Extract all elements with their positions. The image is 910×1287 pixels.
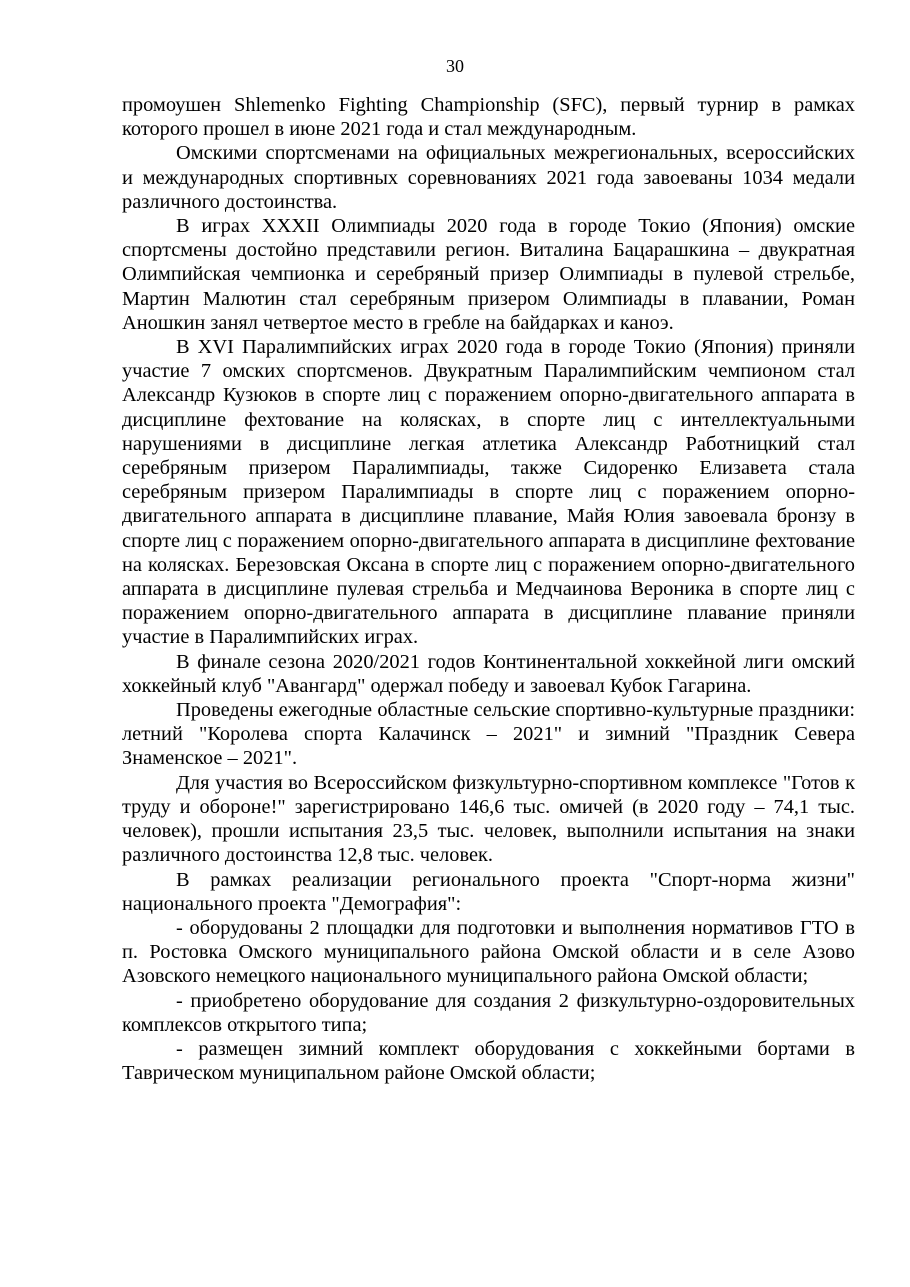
paragraph-medals: Омскими спортсменами на официальных межрегиональных, всероссийских и международных спортивных соревнованиях 2021 года завоеваны 1034 медали различного достоинства. bbox=[122, 142, 855, 213]
list-item-gto-grounds: - оборудованы 2 площадки для подготовки и выполнения нормативов ГТО в п. Ростовка Омского муниципального района Омской области и в селе Азово Азовского немецкого национального муниципального района Омской области; bbox=[122, 916, 855, 988]
list-item-fitness-complexes: - приобретено оборудование для создания 2 физкультурно-оздоровительных комплексов открытого типа; bbox=[122, 989, 855, 1036]
paragraph-regional-project: В рамках реализации регионального проекта "Спорт-норма жизни" национального проекта "Демография": bbox=[122, 868, 855, 915]
body-text bbox=[122, 93, 855, 1085]
paragraph-gto: Для участия во Всероссийском физкультурно-спортивном комплексе "Готов к труду и обороне!" зарегистрировано 146,6 тыс. омичей (в 2020 году – 74,1 тыс. человек), прошли испытания 23,5 тыс. человек, выполнили испытания на знаки различного достоинства 12,8 тыс. человек. bbox=[122, 771, 855, 867]
paragraph-olympics: В играх XXXII Олимпиады 2020 года в городе Токио (Япония) омские спортсмены достойно представили регион. Виталина Бацарашкина – двукратная Олимпийская чемпионка и серебряный призер Олимпиады в пулевой стрельбе, Мартин Малютин стал серебряным призером Олимпиады в плавании, Роман Аношкин занял четвертое место в гребле на байдарках и каноэ. bbox=[122, 215, 855, 334]
paragraph-sfc-continuation: промоушен Shlemenko Fighting Championship (SFC), первый турнир в рамках которого прошел в июне 2021 года и стал международным. bbox=[122, 94, 855, 141]
paragraph-rural-festivals: Проведены ежегодные областные сельские спортивно-культурные праздники: летний "Королева спорта Калачинск – 2021" и зимний "Праздник Севера Знаменское – 2021". bbox=[122, 699, 855, 770]
list-item-hockey-kit: - размещен зимний комплект оборудования с хоккейными бортами в Таврическом муниципальном районе Омской области; bbox=[122, 1037, 855, 1085]
paragraph-khl-final: В финале сезона 2020/2021 годов Континентальной хоккейной лиги омский хоккейный клуб "Авангард" одержал победу и завоевал Кубок Гагарина. bbox=[122, 650, 855, 697]
page-number: 30 bbox=[446, 56, 464, 76]
paragraph-paralympics: В XVI Паралимпийских играх 2020 года в городе Токио (Япония) приняли участие 7 омских спортсменов. Двукратным Паралимпийским чемпионом стал Александр Кузюков в спорте лиц с поражением опорно-двигательного аппарата в дисциплине фехтование на колясках, в спорте лиц с интеллектуальными нарушениями в дисциплине легкая атлетика Александр Работницкий стал серебряным призером Паралимпиады, также Сидоренко Елизавета стала серебряным призером Паралимпиады в спорте лиц с поражением опорно-двигательного аппарата в дисциплине плавание, Майя Юлия завоевала бронзу в спорте лиц с поражением опорно-двигательного аппарата в дисциплине фехтование на колясках. Березовская Оксана в спорте лиц с поражением опорно-двигательного аппарата в дисциплине пулевая стрельба и Медчаинова Вероника в спорте лиц с поражением опорно-двигательного аппарата в дисциплине плавание приняли участие в Паралимпийских играх. bbox=[122, 336, 855, 649]
